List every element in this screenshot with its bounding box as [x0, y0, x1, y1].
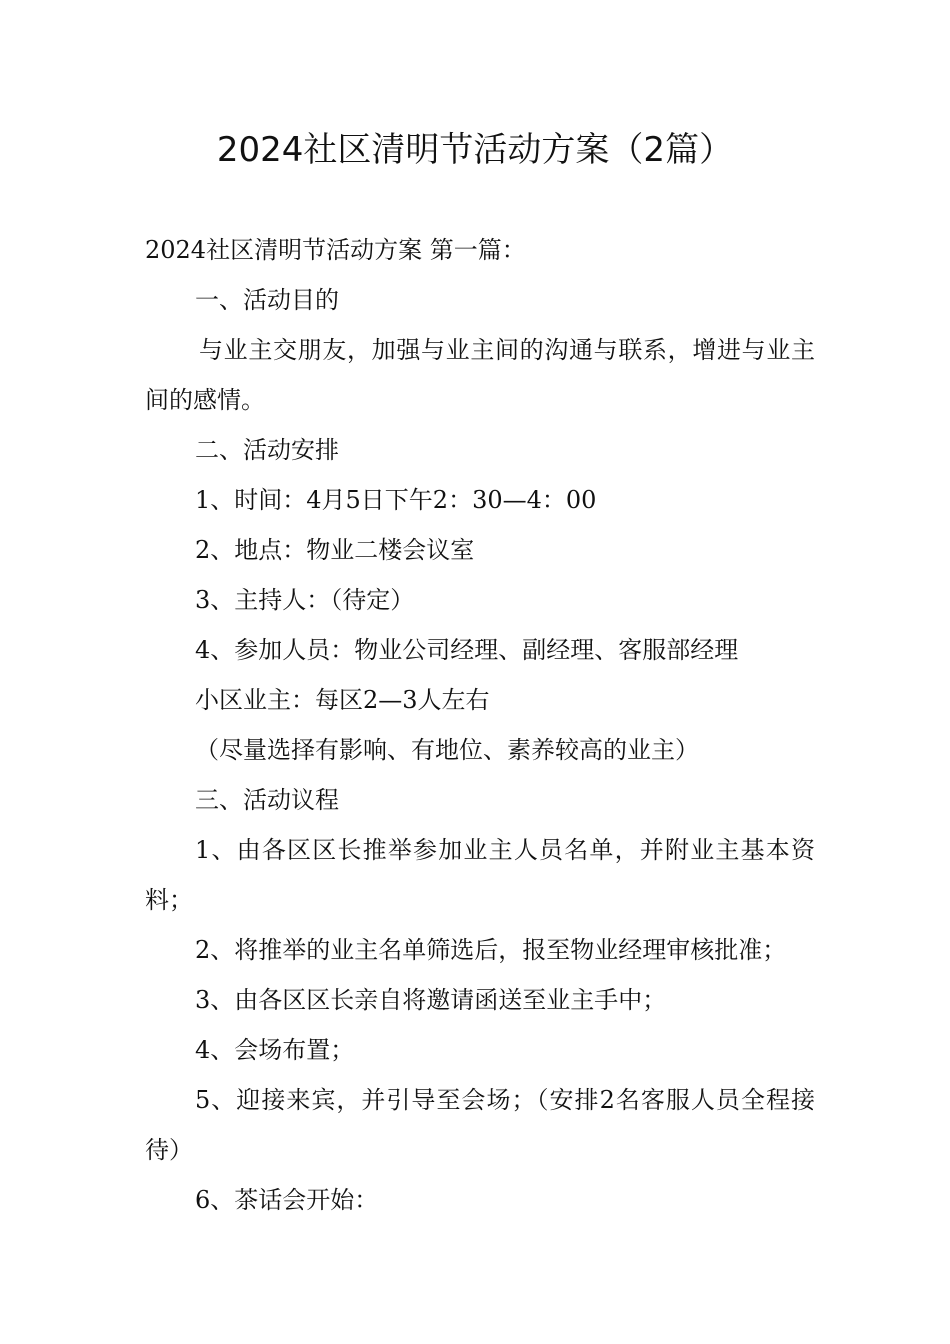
section-text-purpose: 与业主交朋友，加强与业主间的沟通与联系，增进与业主间的感情。 [145, 336, 815, 414]
agenda-item-5: 5、迎接来宾，并引导至会场；（安排2名客服人员全程接待） [145, 1086, 815, 1164]
agenda-item-6: 6、茶话会开始： [195, 1186, 379, 1214]
section-heading-purpose: 一、活动目的 [195, 286, 339, 314]
agenda-item-1: 1、由各区区长推举参加业主人员名单，并附业主基本资料； [145, 836, 815, 914]
arrangement-place: 2、地点：物业二楼会议室 [195, 536, 475, 564]
arrangement-participants: 4、参加人员：物业公司经理、副经理、客服部经理 [195, 636, 739, 664]
document-subtitle: 2024社区清明节活动方案 第一篇： [145, 236, 526, 264]
section-heading-agenda: 三、活动议程 [195, 786, 339, 814]
arrangement-owners-note: （尽量选择有影响、有地位、素养较高的业主） [195, 736, 699, 764]
arrangement-time: 1、时间：4月5日下午2：30—4：00 [195, 486, 597, 514]
agenda-item-4: 4、会场布置； [195, 1036, 355, 1064]
agenda-item-3: 3、由各区区长亲自将邀请函送至业主手中； [195, 986, 667, 1014]
arrangement-owners: 小区业主：每区2—3人左右 [195, 686, 490, 714]
agenda-item-2: 2、将推举的业主名单筛选后，报至物业经理审核批准； [195, 936, 787, 964]
arrangement-host: 3、主持人：（待定） [195, 586, 415, 614]
section-heading-arrangement: 二、活动安排 [195, 436, 339, 464]
document-title: 2024社区清明节活动方案（2篇） [216, 130, 734, 170]
